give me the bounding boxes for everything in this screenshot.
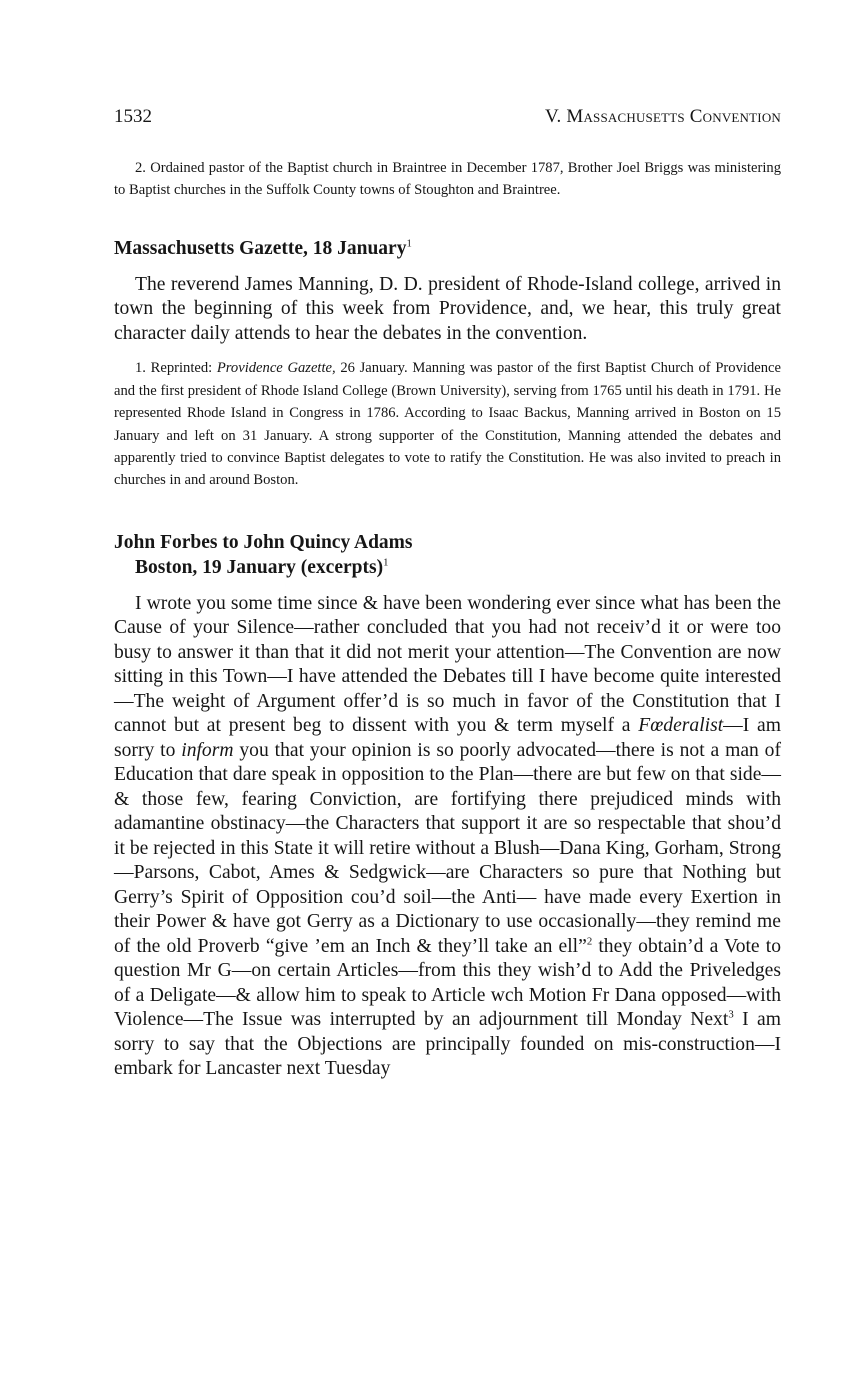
running-head [114, 104, 781, 130]
forbes-heading-dateline [114, 555, 781, 580]
forbes-heading-line1: John Forbes to John Quincy Adams [114, 531, 413, 553]
gazette-heading [114, 236, 781, 261]
gazette-footnote-prefix: 1. Reprinted: [135, 360, 217, 377]
forbes-note-mark-2: 2 [586, 935, 593, 948]
forbes-body-part5: I am sorry to say that the Objections are principally founded on mis-construction—I embark for Lancaster next Tuesday [114, 1009, 781, 1080]
gazette-footnote-rest: 26 January. Manning was pastor of the first Baptist Church of Providence and the first president of Rhode Island College (Brown University), serving from 1765 until his death in 1791. He represented Rhode Island in Congress in 1786. According to Isaac Backus, Manning arrived in Boston on 15 January and left on 31 January. A strong supporter of the Constitution, Manning attended the debates and apparently tried to convince Baptist delegates to vote to ratify the Constitution. He was also invited to preach in churches in and around Boston. [114, 360, 781, 489]
forbes-letter-body [114, 592, 781, 1082]
forbes-body-part3: you that your opinion is so poorly advocated—there is not a man of Education that dare speak in opposition to the Plan—there are but few on that side—& those few, fearing Conviction, are fortifying there prejudiced minds with adamantine obstinacy—the Characters that support it are so respectable that shou’d it be rejected in this State it will retire without a Blush—Dana King, Gorham, Strong —Parsons, Cabot, Ames & Sedgwick—are Characters so pure that Nothing but Gerry’s Spirit of Opposition cou’d soil—the Anti— have made every Exertion in their Power & have got Gerry as a Dictionary to use occasionally—they remind me of the old Proverb “give ’em an Inch & they’ll take an ell” [114, 739, 781, 957]
forbes-body-part1: I wrote you some time since & have been wondering ever since what has been the Cause of your Silence—rather concluded that you had not receiv’d it or were too busy to answer it than that it did not merit your attention—The Convention are now sitting in this Town—I have attended the Debates till I have become quite interested—The weight of Argument offer’d is so much in favor of the Constitution that I cannot but at present beg to dissent with you & term myself a [114, 592, 781, 737]
forbes-body-italic-inform: inform [181, 739, 234, 761]
footnote-previous-document: 2. Ordained pastor of the Baptist church in Braintree in December 1787, Brother Joel Briggs was ministering to Baptist churches in the Suffolk County towns of Stoughton and Braintree. [114, 160, 781, 199]
page-number: 1532 [114, 106, 152, 127]
gazette-body: The reverend James Manning, D. D. president of Rhode-Island college, arrived in town the beginning of this week from Providence, and, we hear, this truly great character daily attends to hear the debates in the convention. [114, 273, 781, 344]
forbes-heading [114, 530, 781, 555]
gazette-footnote-source: Providence Gazette, [216, 360, 336, 377]
forbes-heading-note-mark: 1 [383, 556, 389, 569]
gazette-footnote [114, 357, 781, 491]
gazette-heading-note-mark: 1 [406, 237, 412, 250]
forbes-heading-line2: Boston, 19 January (excerpts) [135, 556, 384, 578]
section-title: V. Massachusetts Convention [545, 106, 781, 127]
forbes-body-part2: —I am sorry to [114, 715, 781, 761]
forbes-body-italic-foederalist: Fœderalist [638, 715, 724, 737]
forbes-body-part4: they obtain’d a Vote to question Mr G—on certain Articles—from this they wish’d to Add the Priveledges of a Deligate—& allow him to speak to Article wch Motion Fr Dana opposed—with Violence—The Issue was interrupted by an adjournment till Monday Next [114, 935, 781, 1031]
document-page [114, 104, 781, 1082]
forbes-note-mark-3: 3 [728, 1008, 734, 1021]
gazette-heading-text: Massachusetts Gazette, 18 January [114, 237, 407, 259]
